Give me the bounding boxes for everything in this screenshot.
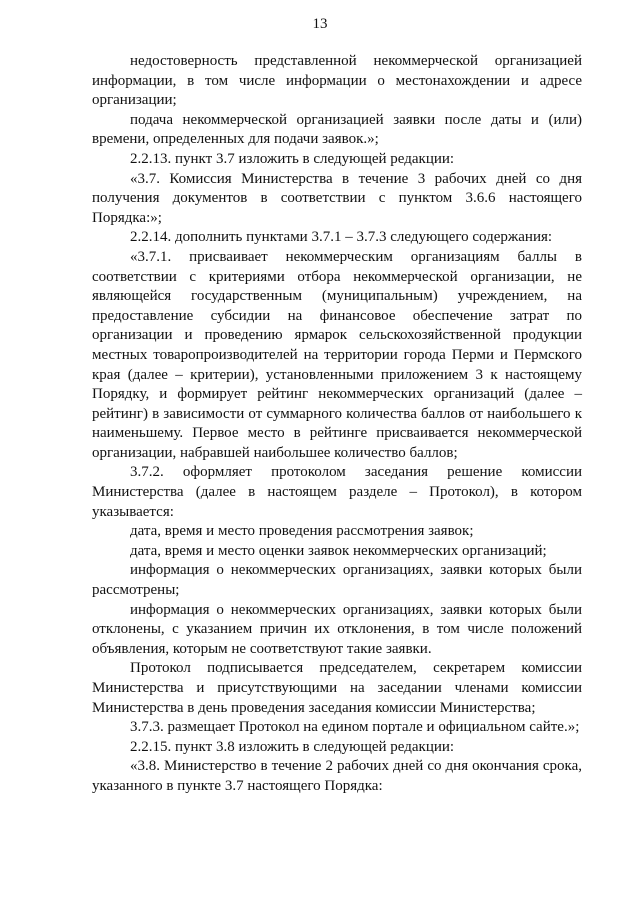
document-body (92, 52, 582, 797)
list-item-rejected-orgs: информация о некоммерческих организациях, заявки которых были отклонены, с указанием причин их отклонения, в том числе положений объявления, которым не соответствуют такие заявки. (92, 601, 582, 657)
paragraph-2-2-14: 2.2.14. дополнить пунктами 3.7.1 – 3.7.3 следующего содержания: (130, 229, 553, 246)
list-item-reviewed-orgs: информация о некоммерческих организациях, заявки которых были рассмотрены; (92, 562, 582, 599)
paragraph-3-7-2: 3.7.2. оформляет протоколом заседания решение комиссии Министерства (далее в настоящем разделе – Протокол), в котором указывается: (92, 464, 582, 520)
paragraph-3-7: «3.7. Комиссия Министерства в течение 3 рабочих дней со дня получения документов в соответствии с пунктом 3.6.6 настоящего Порядка:»; (92, 170, 582, 226)
paragraph-2-2-15: 2.2.15. пункт 3.8 изложить в следующей редакции: (130, 738, 455, 755)
paragraph-protocol-signing: Протокол подписывается председателем, секретарем комиссии Министерства и присутствующими на заседании членами комиссии Министерства в день проведения заседания комиссии Министерства; (92, 660, 582, 716)
paragraph-3-8: «3.8. Министерство в течение 2 рабочих дней со дня окончания срока, указанного в пункте 3.7 настоящего Порядка: (92, 758, 582, 794)
paragraph-invalid-info: недостоверность представленной некоммерческой организацией информации, в том числе информации о местонахождении и адресе организации; (92, 53, 582, 109)
list-item-review-date: дата, время и место проведения рассмотрения заявок; (130, 523, 474, 540)
paragraph-3-7-3: 3.7.3. размещает Протокол на едином портале и официальном сайте.»; (130, 719, 580, 736)
paragraph-2-2-13: 2.2.13. пункт 3.7 изложить в следующей редакции: (130, 150, 455, 167)
list-item-evaluation-date: дата, время и место оценки заявок некоммерческих организаций; (130, 542, 547, 559)
paragraph-late-submission: подача некоммерческой организацией заявки после даты и (или) времени, определенных для подачи заявок.»; (92, 111, 582, 148)
page-number: 13 (312, 16, 328, 32)
paragraph-3-7-1: «3.7.1. присваивает некоммерческим организациям баллы в соответствии с критериями отбора некоммерческой организации, не являющейся государственным (муниципальным) учреждением, на предоставление субсидии на финансовое обеспечение затрат по организации и проведению ярмарок сельскохозяйственной продукции местных товаропроизводителей на территории города Перми и Пермского края (далее – критерии), установленными приложением 3 к настоящему Порядку, и формирует рейтинг некоммерческих организаций (далее – рейтинг) в зависимости от суммарного количества баллов от наибольшего к наименьшему. Первое место в рейтинге присваивается некоммерческой организации, набравшей наибольшее количество баллов; (92, 248, 582, 461)
